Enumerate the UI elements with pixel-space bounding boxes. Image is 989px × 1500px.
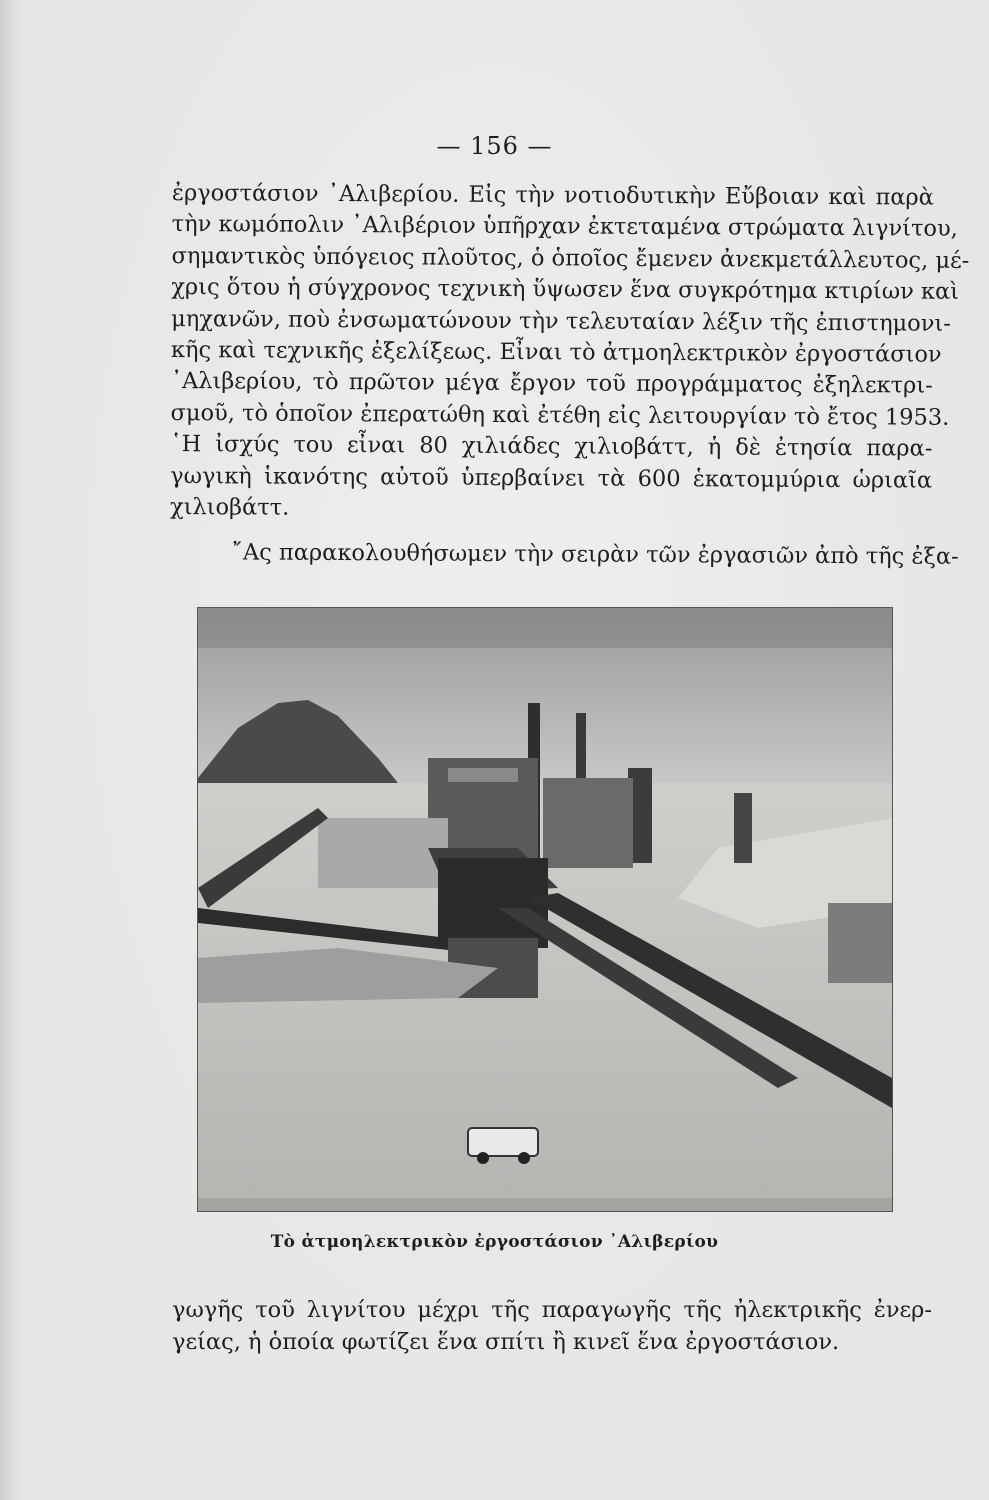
page-number: — 156 —	[436, 132, 553, 160]
text-line: γείας, ἡ ὁποία φωτίζει ἕνα σπίτι ἢ κινεῖ ἕνα ἐργοστάσιον.	[172, 1329, 840, 1355]
text-line: ῾Η ἰσχύς του εἶναι 80 χιλιάδες χιλιοβάττ, ἡ δὲ ἐτησία παρα-	[170, 431, 933, 462]
body-text	[169, 178, 970, 574]
text-line: γωγῆς τοῦ λιγνίτου μέχρι τῆς παραγωγῆς τῆς ἠλεκτρικῆς ἐνερ-	[172, 1297, 932, 1323]
text-line: ἐργοστάσιον ᾿Αλιβερίου. Εἰς τὴν νοτιοδυτικὴν Εὔβοιαν καὶ παρὰ	[171, 179, 934, 211]
paragraph-start-line: ῎Ας παρακολουθήσωμεν τὴν σειρὰν τῶν ἐργασιῶν ἀπὸ τῆς ἐξα-	[231, 539, 959, 571]
text-line: κῆς καὶ τεχνικῆς ἐξελίξεως. Εἶναι τὸ ἀτμοηλεκτρικὸν ἐργοστάσιον	[170, 337, 942, 368]
figure-caption: Τὸ ἀτμοηλεκτρικὸν ἐργοστάσιον ᾿Αλιβερίου	[270, 1232, 719, 1252]
continuation-text	[172, 1294, 932, 1358]
page-edge-shadow	[0, 0, 22, 1500]
text-line: ᾿Αλιβερίου, τὸ πρῶτον μέγα ἔργον τοῦ προγράμματος ἐξηλεκτρι-	[170, 368, 933, 400]
text-line: μηχανῶν, ποὺ ἐνσωματώνουν τὴν τελευταίαν λέξιν τῆς ἐπιστημονι-	[171, 305, 951, 337]
text-line: χρις ὅτου ἡ σύγχρονος τεχνικὴ ὕψωσεν ἕνα συγκρότημα κτιρίων καὶ	[171, 274, 960, 306]
text-line: γωγικὴ ἱκανότης αὐτοῦ ὑπερβαίνει τὰ 600 ἑκατομμύρια ὡριαῖα	[170, 462, 933, 494]
text-line: χιλιοβάττ.	[169, 494, 290, 521]
power-plant-photo	[197, 607, 893, 1212]
text-line: τὴν κωμόπολιν ᾿Αλιβέριον ὑπῆρχαν ἐκτεταμένα στρώματα λιγνίτου,	[171, 211, 958, 243]
text-line: σμοῦ, τὸ ὁποῖον ἐπερατώθη καὶ ἐτέθη εἰς λειτουργίαν τὸ ἔτος 1953.	[170, 399, 950, 431]
text-line: σημαντικὸς ὑπόγειος πλοῦτος, ὁ ὁποῖος ἔμενεν ἀνεκμετάλλευτος, μέ-	[171, 242, 970, 274]
